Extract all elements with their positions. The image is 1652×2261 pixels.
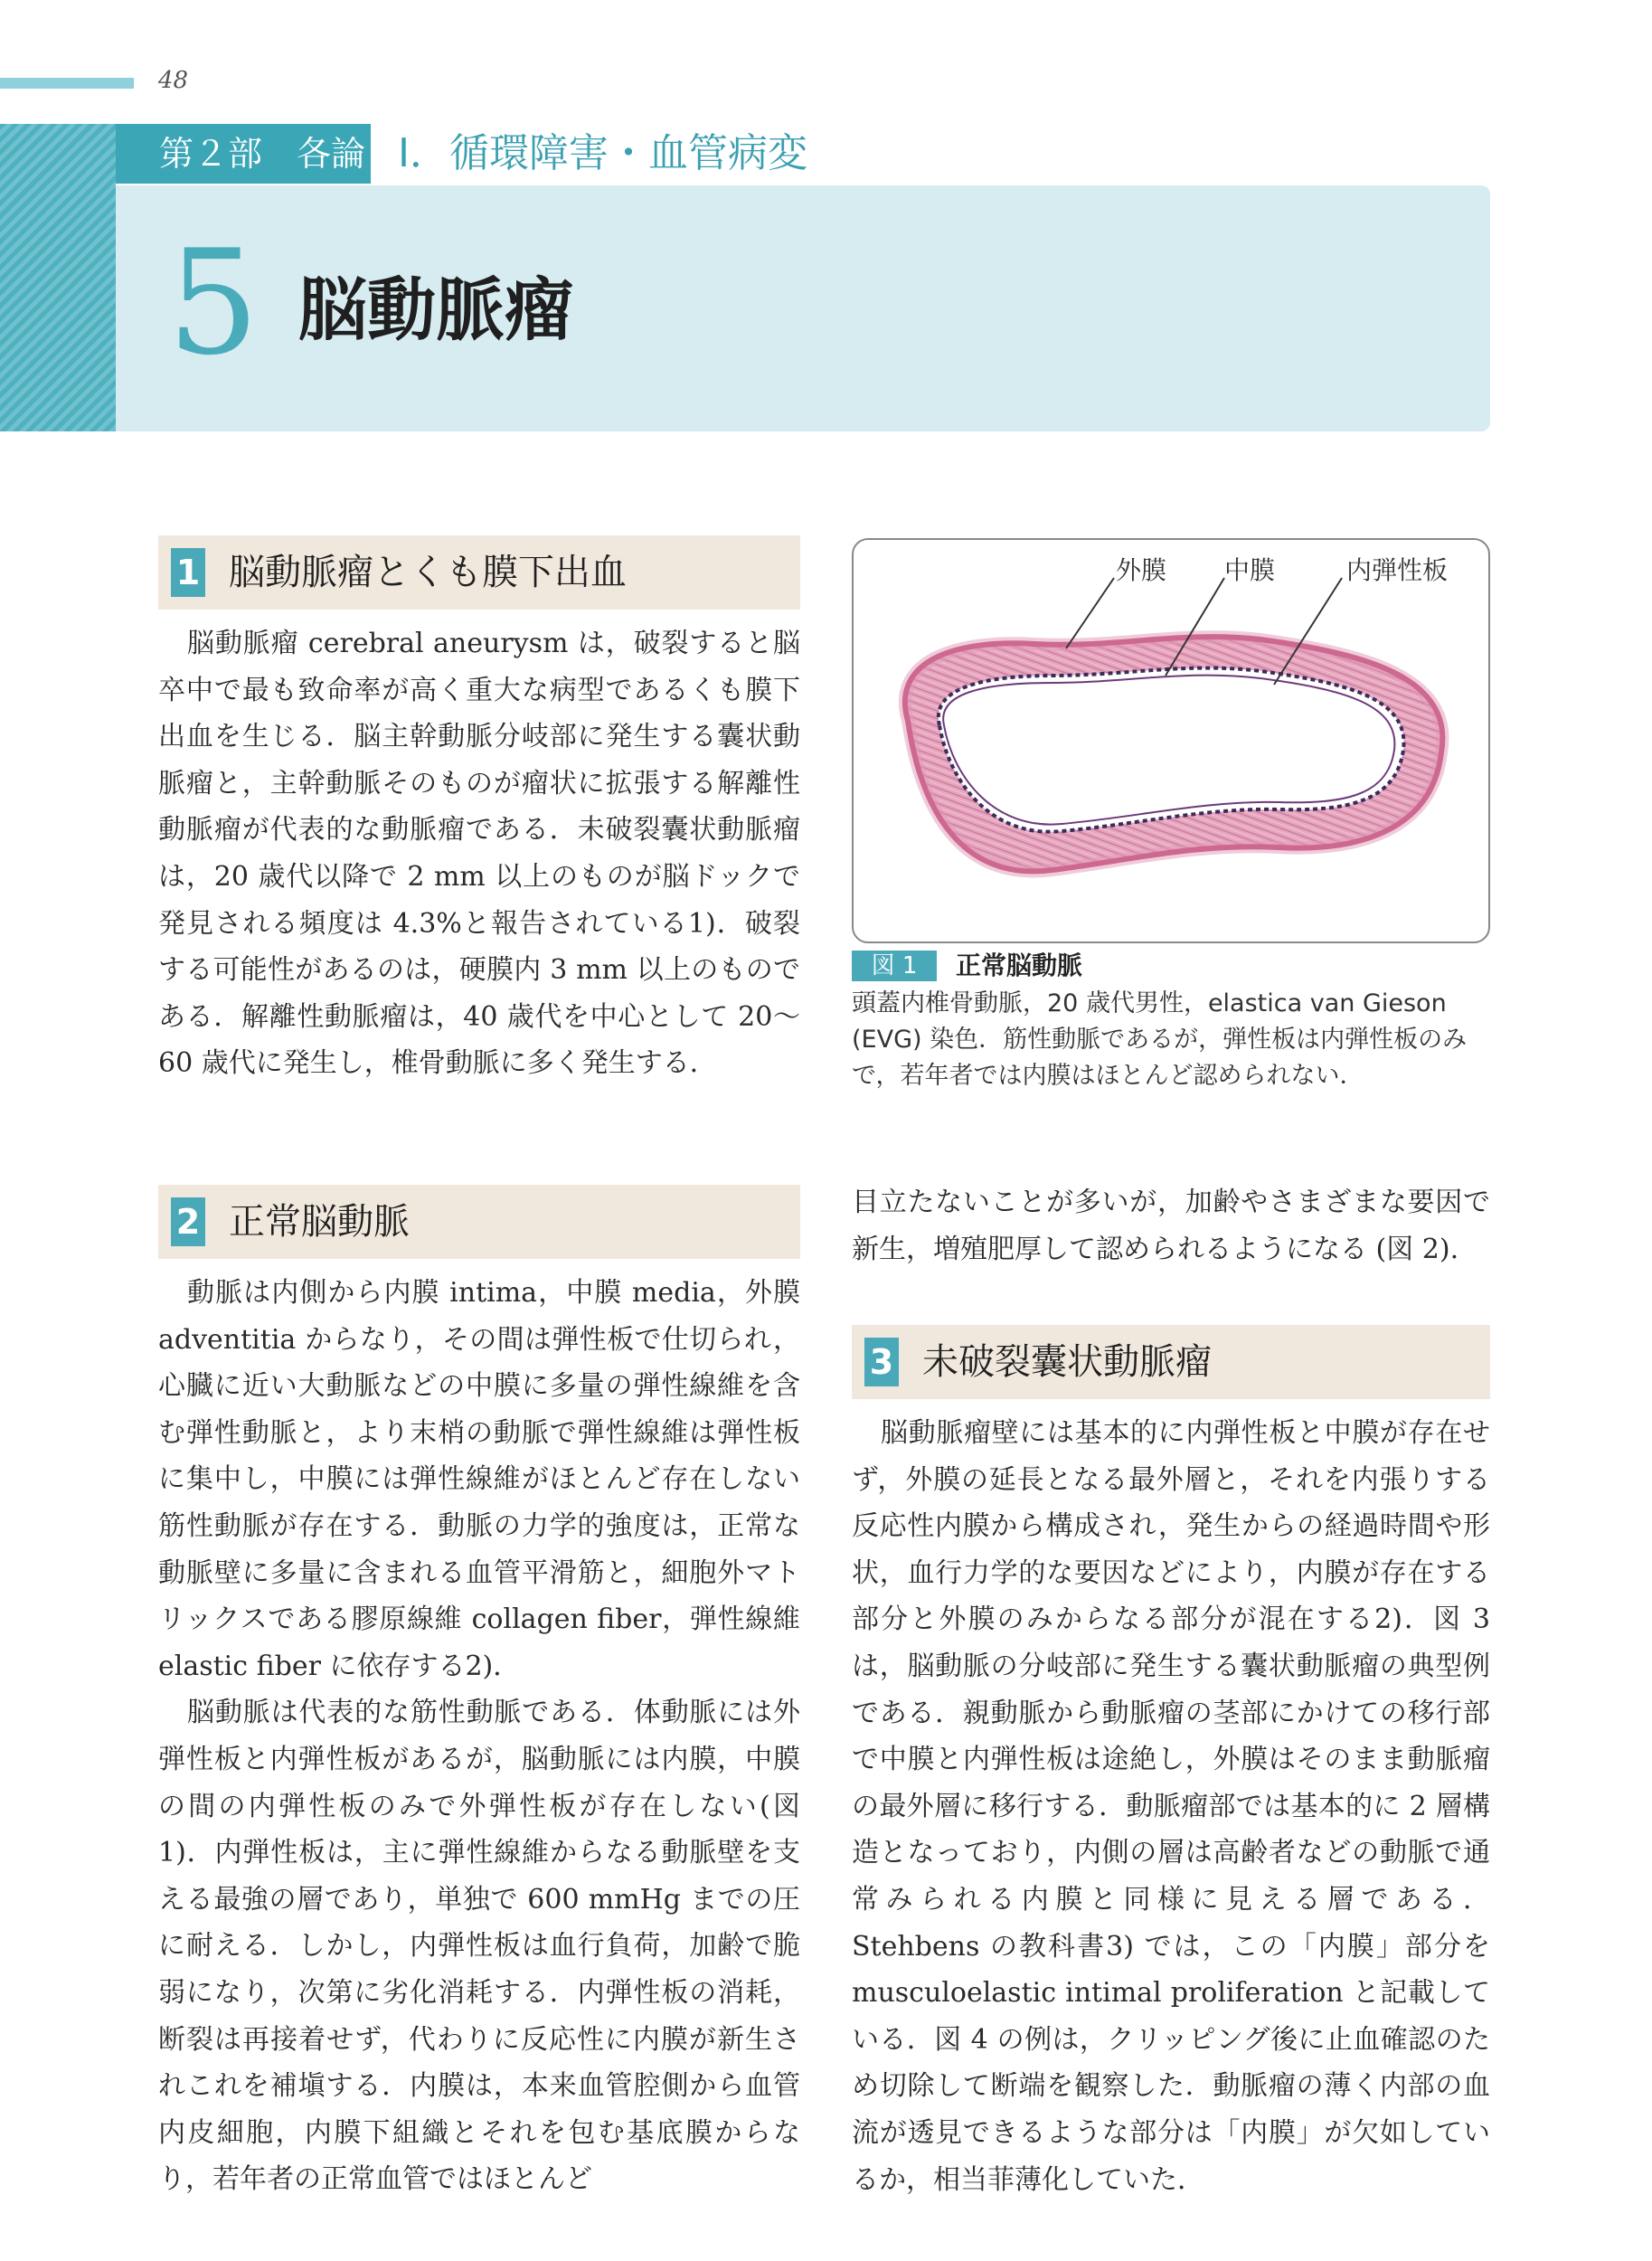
paragraph: 脳動脈瘤壁には基本的に内弾性板と中膜が存在せず，外膜の延長となる最外層と，それを内張りする反応性内膜から構成され，発生からの経過時間や形状，血行力学的な要因などにより，内膜が存在する部分と外膜のみからなる部分が混在する2)．図 3 は，脳動脈の分岐部に発生する囊状動脈瘤の典型例である．親動脈から動脈瘤の茎部にかけての移行部で中膜と内弾性板は途絶し，外膜はそのまま動脈瘤の最外層に移行する．動脈瘤部では基本的に 2 層構造となっており，内側の層は高齢者などの動脈で通常みられる内膜と同様に見える層である．Stehbens の教科書3) では，この「内膜」部分を musculoelastic intimal proliferation と記載している．図 4 の例は，クリッピング後に止血確認のため切除して断端を観察した．動脈瘤の薄く内部の血流が透見できるような部分は「内膜」が欠如しているか，相当菲薄化していた． <box>852 1417 1490 2196</box>
section-number-1: 1 <box>171 548 205 597</box>
section-heading-2 <box>158 1185 800 1259</box>
section-heading-3 <box>852 1325 1490 1399</box>
figure-label-adventitia: 外膜 <box>1116 555 1167 585</box>
section-3-body <box>852 1410 1490 2203</box>
section-heading-1 <box>158 535 800 610</box>
section-number-2: 2 <box>171 1197 205 1246</box>
artery-cross-section-image <box>854 540 1488 941</box>
figure-label-internal-elastic-lamina: 内弾性板 <box>1346 555 1449 585</box>
section-label: Ⅰ．循環障害・血管病変 <box>398 130 807 176</box>
decorative-stripe <box>0 124 116 431</box>
page-number-bar <box>0 78 134 89</box>
section-2-continuation <box>852 1179 1490 1272</box>
section-title-2: 正常脳動脈 <box>229 1201 410 1243</box>
section-2-body <box>158 1270 800 2203</box>
figure-1-image <box>852 538 1490 943</box>
chapter-number: 5 <box>167 218 260 387</box>
page-number: 48 <box>158 67 189 94</box>
paragraph: 脳動脈瘤 cerebral aneurysm は，破裂すると脳卒中で最も致命率が高く重大な病型であるくも膜下出血を生じる．脳主幹動脈分岐部に発生する囊状動脈瘤と，主幹動脈そのものが瘤状に拡張する解離性動脈瘤が代表的な動脈瘤である．未破裂囊状動脈瘤は，20 歳代以降で 2 mm 以上のものが脳ドックで発見される頻度は 4.3%と報告されている1)．破裂する可能性があるのは，硬膜内 3 mm 以上のものである．解離性動脈瘤は，40 歳代を中心として 20〜60 歳代に発生し，椎骨動脈に多く発生する． <box>158 628 800 1080</box>
paragraph: 脳動脈は代表的な筋性動脈である．体動脈には外弾性板と内弾性板があるが，脳動脈には内膜，中膜の間の内弾性板のみで外弾性板が存在しない(図 1)．内弾性板は，主に弾性線維からなる動脈壁を支える最強の層であり，単独で 600 mmHg までの圧に耐える．しかし，内弾性板は血行負荷，加齢で脆弱になり，次第に劣化消耗する．内弾性板の消耗，断裂は再接着せず，代わりに反応性に内膜が新生されこれを補塡する．内膜は，本来血管腔側から血管内皮細胞，内膜下組織とそれを包む基底膜からなり，若年者の正常血管ではほとんど <box>158 1697 800 2196</box>
paragraph: 目立たないことが多いが，加齢やさまざまな要因で新生，増殖肥厚して認められるようになる (図 2). <box>852 1187 1490 1265</box>
figure-1-tag: 図 1 <box>852 951 937 981</box>
section-1-body <box>158 620 800 1087</box>
section-title-3: 未破裂囊状動脈瘤 <box>922 1341 1212 1383</box>
figure-1-title: 正常脳動脈 <box>956 951 1083 980</box>
part-label: 第２部 各論 <box>116 124 371 184</box>
chapter-title: 脳動脈瘤 <box>298 270 573 350</box>
section-number-3: 3 <box>864 1338 899 1386</box>
figure-1-caption: 頭蓋内椎骨動脈，20 歳代男性，elastica van Gieson (EVG) 染色．筋性動脈であるが，弾性板は内弾性板のみで，若年者では内膜はほとんど認められない． <box>852 989 1468 1090</box>
paragraph: 動脈は内側から内膜 intima，中膜 media，外膜 adventitia からなり，その間は弾性板で仕切られ，心臓に近い大動脈などの中膜に多量の弾性線維を含む弾性動脈と，より末梢の動脈で弾性線維は弾性板に集中し，中膜には弾性線維がほとんど存在しない筋性動脈が存在する．動脈の力学的強度は，正常な動脈壁に多量に含まれる血管平滑筋と，細胞外マトリックスである膠原線維 collagen fiber，弾性線維 elastic fiber に依存する2)． <box>158 1277 800 1682</box>
figure-label-media: 中膜 <box>1224 555 1276 585</box>
section-title-1: 脳動脈瘤とくも膜下出血 <box>229 552 627 593</box>
